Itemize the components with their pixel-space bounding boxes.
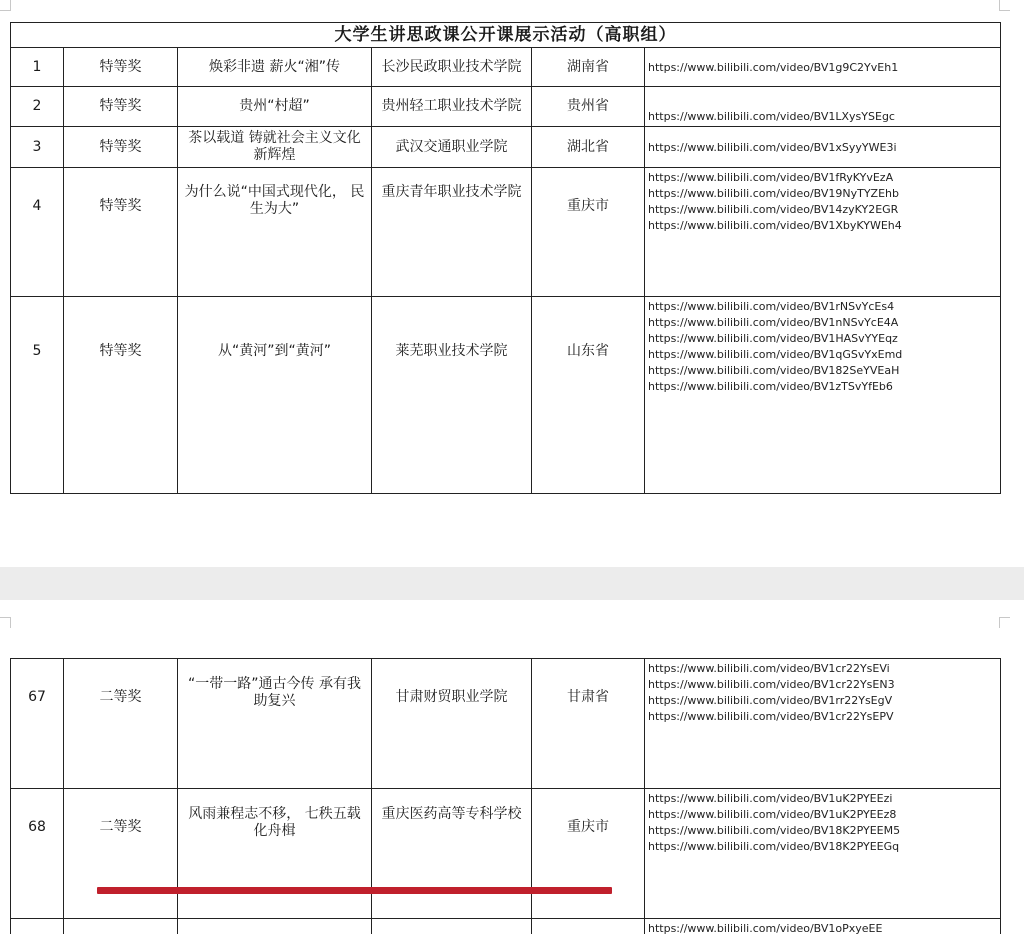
video-link[interactable]: https://www.bilibili.com/video/BV18K2PYEEGq	[648, 839, 900, 853]
table-row	[11, 127, 1001, 168]
table-row	[11, 789, 1001, 919]
video-link[interactable]: https://www.bilibili.com/video/BV182SeYVEaH	[648, 363, 900, 377]
school-name: 重庆医药高等专科学校	[372, 789, 532, 919]
table-row	[11, 297, 1001, 494]
school-name: 重庆青年职业技术学院	[372, 168, 532, 297]
row-number: 3	[11, 127, 64, 168]
award-level: 特等奖	[64, 48, 178, 87]
video-links	[645, 48, 1001, 87]
province	[532, 919, 645, 934]
video-link[interactable]: https://www.bilibili.com/video/BV19NyTYZEhb	[648, 186, 900, 200]
page-corner-mark	[999, 617, 1010, 628]
school-name: 甘肃财贸职业学院	[372, 659, 532, 789]
table-row	[11, 87, 1001, 127]
video-links	[645, 168, 1001, 297]
school-name	[372, 919, 532, 934]
video-links	[645, 297, 1001, 494]
video-links	[645, 789, 1001, 919]
video-link[interactable]: https://www.bilibili.com/video/BV1xSyyYWE3i	[648, 141, 897, 155]
video-link[interactable]: https://www.bilibili.com/video/BV1LXysYSEgc	[648, 110, 895, 124]
lesson-topic	[178, 919, 372, 934]
video-link[interactable]: https://www.bilibili.com/video/BV1rr22YsEgV	[648, 693, 893, 707]
award-level	[64, 919, 178, 934]
row-number: 4	[11, 168, 64, 297]
video-link[interactable]: https://www.bilibili.com/video/BV1cr22YsEN3	[648, 677, 895, 691]
awards-table-top	[10, 22, 1001, 494]
page-corner-mark	[0, 0, 11, 11]
video-link[interactable]: https://www.bilibili.com/video/BV1fRyKYvEzA	[648, 171, 894, 184]
video-links	[645, 127, 1001, 168]
award-level: 特等奖	[64, 127, 178, 168]
lesson-topic: “一带一路”通古今传 承有我助复兴	[178, 659, 372, 789]
table-row	[11, 659, 1001, 789]
lesson-topic: 为什么说“中国式现代化， 民生为大”	[178, 168, 372, 297]
lesson-topic: 从“黄河”到“黄河”	[178, 297, 372, 494]
video-link[interactable]: https://www.bilibili.com/video/BV1cr22YsEPV	[648, 709, 894, 723]
award-level: 特等奖	[64, 87, 178, 127]
award-level: 特等奖	[64, 168, 178, 297]
province: 湖南省	[532, 48, 645, 87]
school-name: 贵州轻工职业技术学院	[372, 87, 532, 127]
video-link[interactable]: https://www.bilibili.com/video/BV18K2PYEEM5	[648, 823, 901, 837]
video-link[interactable]: https://www.bilibili.com/video/BV1uK2PYEEz8	[648, 807, 897, 821]
video-link[interactable]: https://www.bilibili.com/video/BV1XbyKYWEh4	[648, 218, 902, 232]
row-number: 5	[11, 297, 64, 494]
video-link[interactable]: https://www.bilibili.com/video/BV1cr22YsEVi	[648, 662, 890, 675]
video-link[interactable]: https://www.bilibili.com/video/BV1rNSvYcEs4	[648, 300, 895, 313]
video-link[interactable]: https://www.bilibili.com/video/BV1qGSvYxEmd	[648, 347, 903, 361]
province: 贵州省	[532, 87, 645, 127]
video-link[interactable]: https://www.bilibili.com/video/BV1uK2PYEEzi	[648, 792, 893, 805]
school-name: 长沙民政职业技术学院	[372, 48, 532, 87]
video-link[interactable]: https://www.bilibili.com/video/BV1g9C2YvEh1	[648, 61, 899, 75]
lesson-topic: 焕彩非遗 薪火“湘”传	[178, 48, 372, 87]
table-row	[11, 48, 1001, 87]
row-number: 1	[11, 48, 64, 87]
row-number: 2	[11, 87, 64, 127]
province: 重庆市	[532, 789, 645, 919]
row-number: 68	[11, 789, 64, 919]
lesson-topic: 茶以载道 铸就社会主义文化新辉煌	[178, 127, 372, 168]
school-name: 武汉交通职业学院	[372, 127, 532, 168]
table-title: 大学生讲思政课公开课展示活动（高职组）	[11, 23, 1001, 48]
province: 湖北省	[532, 127, 645, 168]
award-level: 二等奖	[64, 659, 178, 789]
row-number	[11, 919, 64, 934]
row-number: 67	[11, 659, 64, 789]
red-underline-annotation	[97, 887, 612, 894]
lesson-topic: 风雨兼程志不移， 七秩五载化舟楫	[178, 789, 372, 919]
table-row	[11, 168, 1001, 297]
province: 甘肃省	[532, 659, 645, 789]
video-link[interactable]: https://www.bilibili.com/video/BV1zTSvYfEb6	[648, 379, 893, 393]
table-row	[11, 919, 1001, 934]
video-links	[645, 659, 1001, 789]
award-level: 特等奖	[64, 297, 178, 494]
province: 重庆市	[532, 168, 645, 297]
video-links	[645, 87, 1001, 127]
document-page-2	[0, 600, 1024, 934]
award-level: 二等奖	[64, 789, 178, 919]
video-link[interactable]: https://www.bilibili.com/video/BV14zyKY2EGR	[648, 202, 899, 216]
video-link[interactable]: https://www.bilibili.com/video/BV1nNSvYcE4A	[648, 315, 899, 329]
lesson-topic: 贵州“村超”	[178, 87, 372, 127]
province: 山东省	[532, 297, 645, 494]
video-link[interactable]: https://www.bilibili.com/video/BV1HASvYYEqz	[648, 331, 898, 345]
page-gap	[0, 567, 1024, 600]
page-corner-mark	[0, 617, 11, 628]
school-name: 莱芜职业技术学院	[372, 297, 532, 494]
page-corner-mark	[999, 0, 1010, 11]
video-links	[645, 919, 1001, 934]
video-link[interactable]: https://www.bilibili.com/video/BV1oPxyeEE	[648, 922, 883, 934]
